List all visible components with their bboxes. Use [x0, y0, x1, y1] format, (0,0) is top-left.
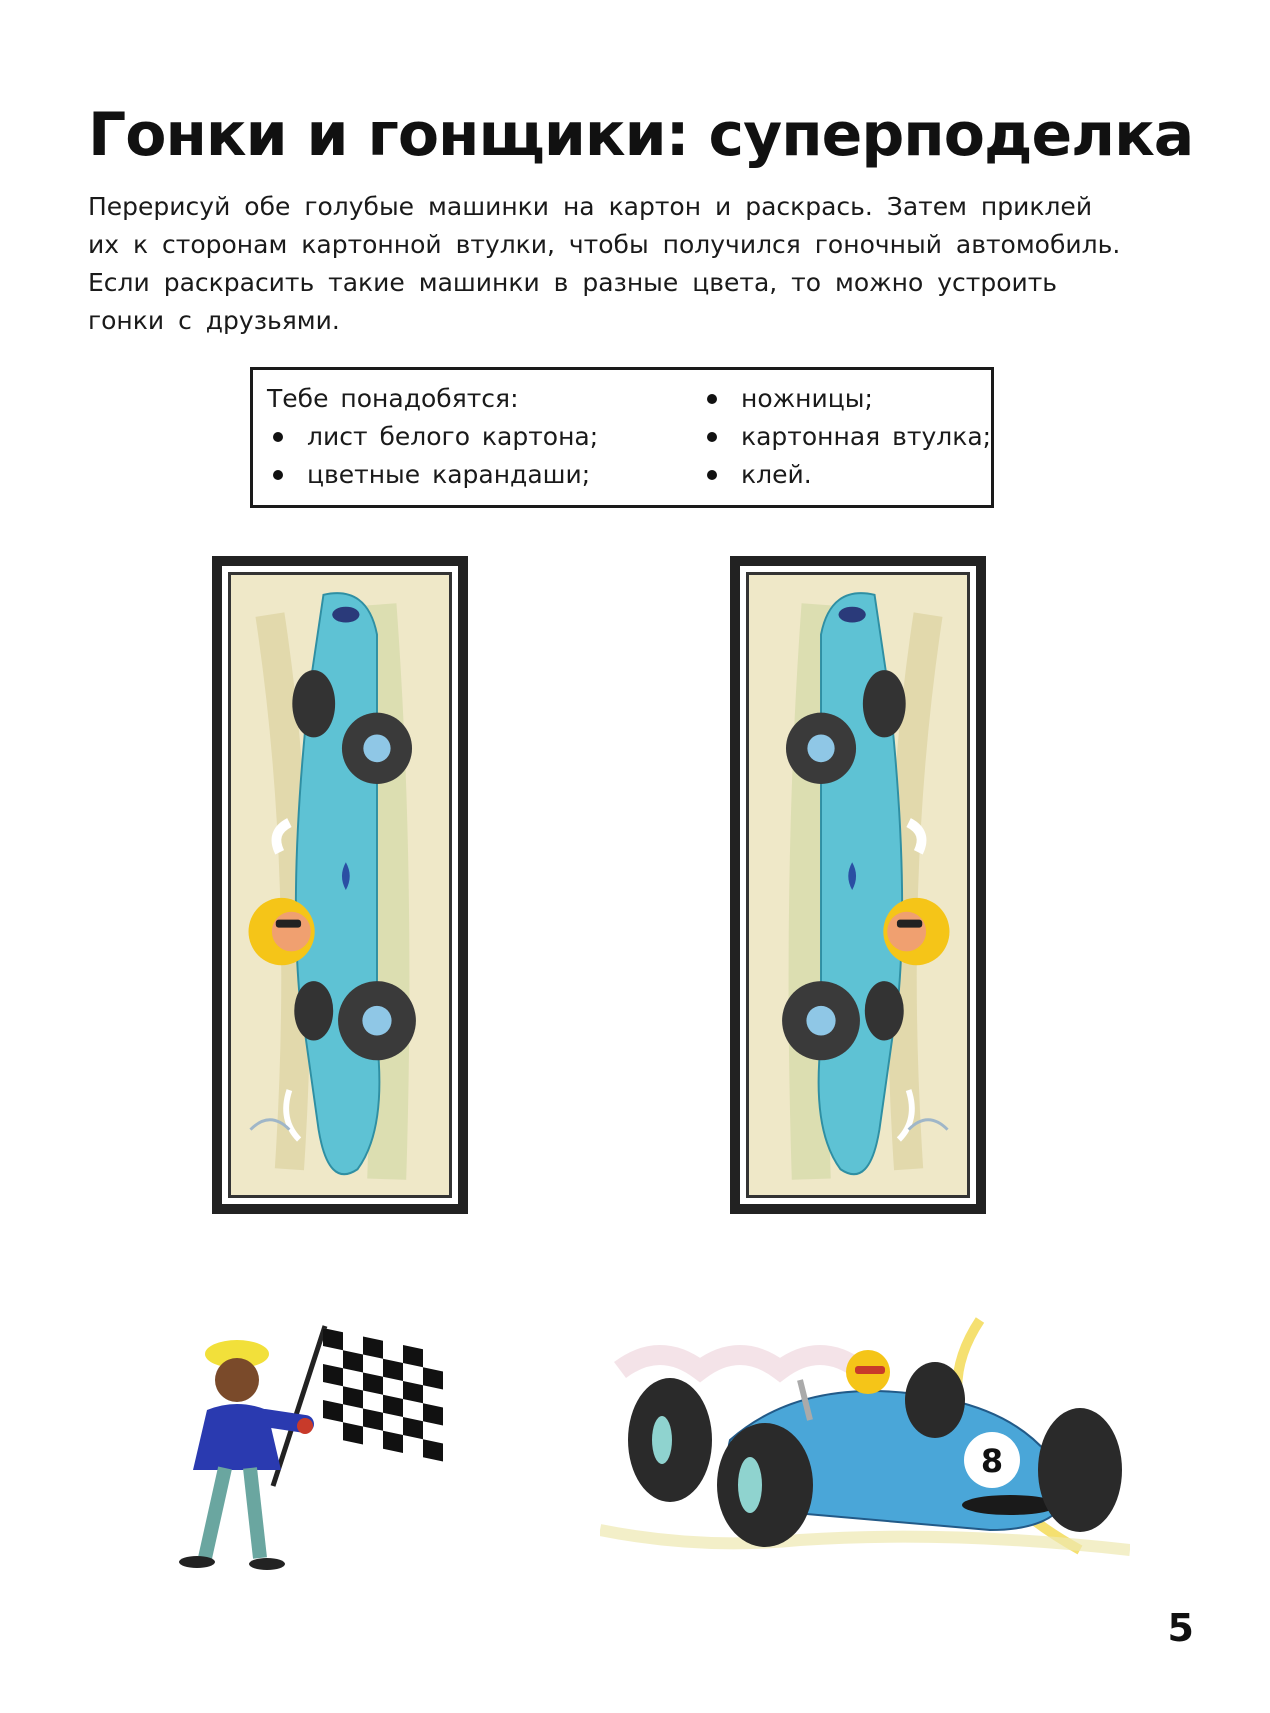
intro-line: Если раскрасить такие машинки в разные цвета, то можно устроить — [88, 268, 1058, 297]
materials-item — [701, 418, 991, 456]
materials-item-label: цветные карандаши; — [307, 460, 591, 489]
bullet-icon — [273, 432, 283, 442]
bullet-icon — [707, 432, 717, 442]
materials-item-label: лист белого картона; — [307, 422, 599, 451]
page-number: 5 — [1167, 1606, 1194, 1650]
materials-item-label: ножницы; — [741, 384, 873, 413]
car-template-left — [228, 572, 452, 1198]
race-car-template-mirrored-icon — [749, 575, 967, 1195]
materials-item — [701, 456, 991, 494]
intro-line: гонки с друзьями. — [88, 306, 340, 335]
materials-item — [267, 418, 647, 456]
materials-item — [267, 456, 647, 494]
intro-line: Перерисуй обе голубые машинки на картон и раскрась. Затем приклей — [88, 192, 1093, 221]
car-number: 8 — [980, 1442, 1004, 1480]
car-template-frame-left — [212, 556, 468, 1214]
car-template-right — [746, 572, 970, 1198]
materials-item-label: клей. — [741, 460, 812, 489]
materials-item-label: картонная втулка; — [741, 422, 992, 451]
materials-column-right — [701, 380, 991, 494]
checkered-flag-boy-icon — [155, 1318, 465, 1578]
race-car-illustration — [600, 1310, 1130, 1580]
flag-boy-illustration — [155, 1318, 465, 1578]
page-title: Гонки и гонщики: суперподелка — [88, 100, 1194, 170]
bullet-icon — [707, 470, 717, 480]
race-car-icon — [600, 1310, 1130, 1580]
bullet-icon — [707, 394, 717, 404]
materials-heading: Тебе понадобятся: — [267, 384, 519, 413]
materials-column-left — [267, 380, 647, 494]
bullet-icon — [273, 470, 283, 480]
race-car-template-icon — [231, 575, 449, 1195]
materials-item — [701, 380, 991, 418]
intro-paragraph — [88, 188, 1168, 340]
intro-line: их к сторонам картонной втулки, чтобы получился гоночный автомобиль. — [88, 230, 1121, 259]
car-template-frame-right — [730, 556, 986, 1214]
materials-box — [250, 367, 994, 508]
